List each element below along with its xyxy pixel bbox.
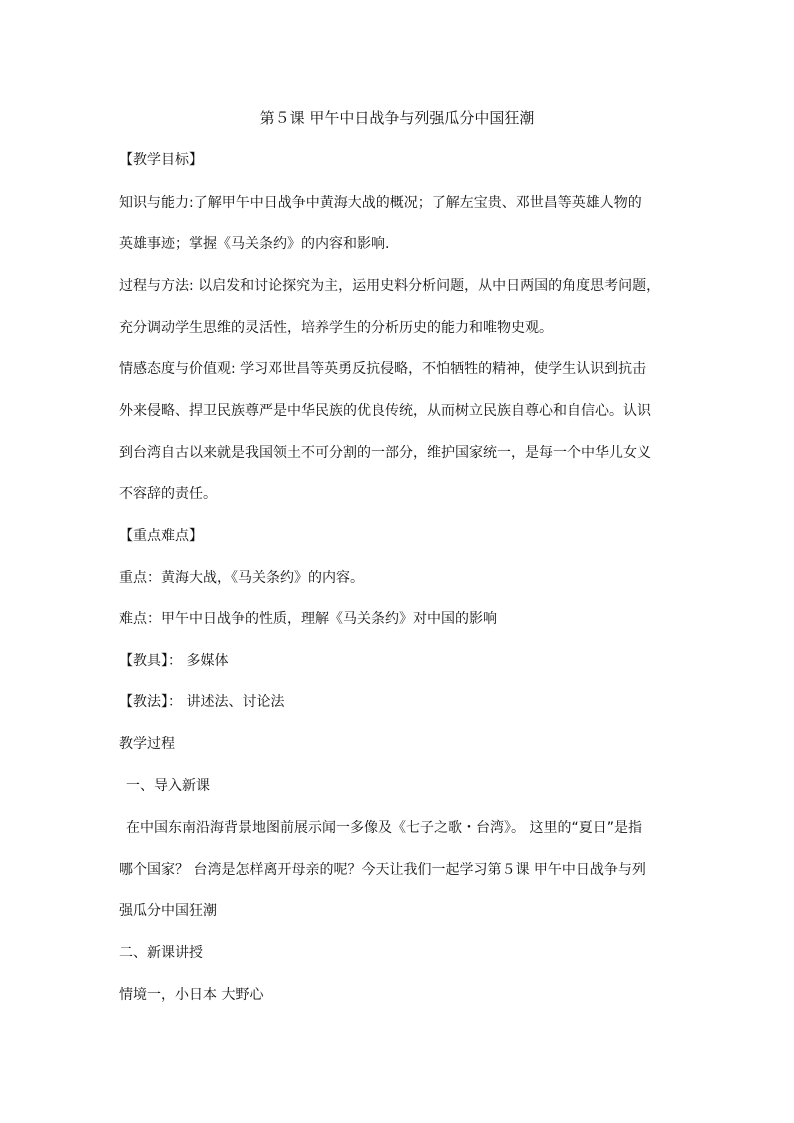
teaching-aids-line: 【教具】： 多媒体 bbox=[119, 653, 229, 669]
paragraph-line: 重点：黄海大战，《马关条约》的内容。 bbox=[119, 570, 364, 586]
paragraph-line: 到台湾自古以来就是我国领土不可分割的一部分，维护国家统一，是每一个中华儿女义 bbox=[119, 445, 651, 461]
section-heading-process: 教学过程 bbox=[119, 736, 175, 752]
paragraph-line: 充分调动学生思维的灵活性，培养学生的分析历史的能力和唯物史观。 bbox=[119, 320, 553, 336]
section-heading-key-points: 【重点难点】 bbox=[119, 528, 203, 544]
paragraph-line: 强瓜分中国狂潮 bbox=[119, 903, 217, 919]
paragraph-line: 哪个国家？ 台湾是怎样离开母亲的呢？今天让我们一起学习第５课 甲午中日战争与列 bbox=[119, 862, 646, 878]
paragraph-line: 知识与能力:了解甲午中日战争中黄海大战的概况；了解左宝贵、邓世昌等英雄人物的 bbox=[119, 195, 642, 211]
subsection-heading-intro: 一、导入新课 bbox=[126, 778, 210, 794]
subsection-heading-new-lesson: 二、新课讲授 bbox=[119, 945, 203, 961]
teaching-methods-line: 【教法】： 讲述法、讨论法 bbox=[119, 694, 285, 710]
paragraph-line: 难点：甲午中日战争的性质，理解《马关条约》对中国的影响 bbox=[119, 611, 497, 627]
paragraph-line: 不容辞的责任。 bbox=[119, 486, 217, 502]
paragraph-line: 情感态度与价值观: 学习邓世昌等英勇反抗侵略，不怕牺牲的精神，使学生认识到抗击 bbox=[119, 361, 647, 377]
page-title: 第５课 甲午中日战争与列强瓜分中国狂潮 bbox=[259, 109, 535, 127]
paragraph-line: 过程与方法: 以启发和讨论探究为主，运用史料分析问题，从中日两国的角度思考问题， bbox=[119, 278, 661, 294]
paragraph-line: 在中国东南沿海背景地图前展示闻一多像及《七子之歌・台湾》。 这里的“夏日”是指 bbox=[126, 820, 642, 836]
paragraph-line: 情境一，小日本 大野心 bbox=[119, 987, 264, 1003]
paragraph-line: 英雄事迹；掌握《马关条约》的内容和影响. bbox=[119, 236, 390, 252]
paragraph-line: 外来侵略、捍卫民族尊严是中华民族的优良传统，从而树立民族自尊心和自信心。认识 bbox=[119, 403, 651, 419]
section-heading-teaching-goals: 【教学目标】 bbox=[119, 152, 203, 168]
